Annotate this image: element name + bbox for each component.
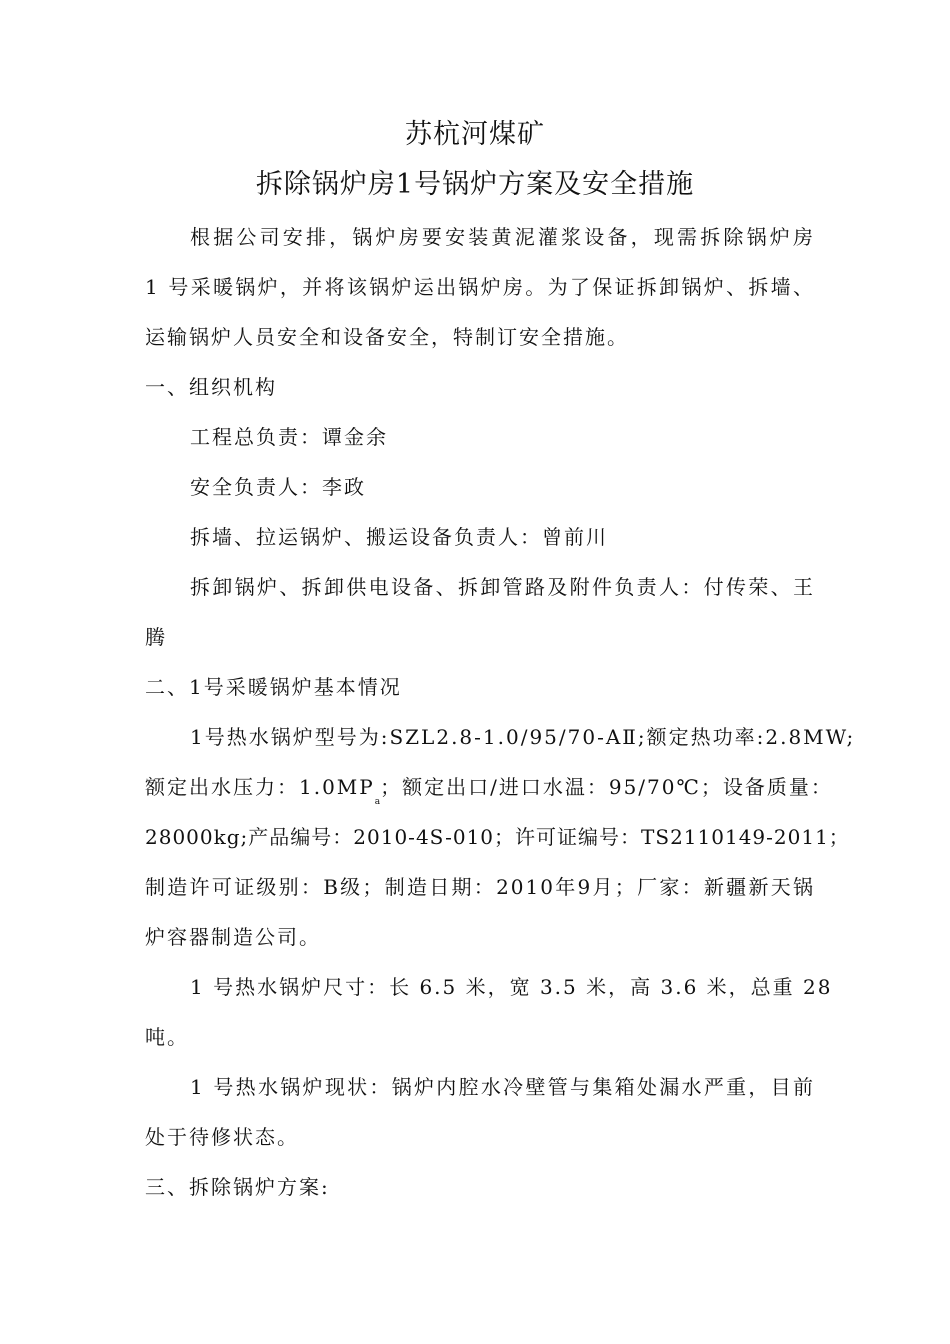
intro-line-2: 1 号采暖锅炉，并将该锅炉运出锅炉房。为了保证拆卸锅炉、拆墙、 xyxy=(145,275,815,299)
section1-heading: 一、组织机构 xyxy=(145,375,277,399)
section1-item-general-manager: 工程总负责：谭金余 xyxy=(190,425,388,449)
section1-item-dismantle-manager: 拆卸锅炉、拆卸供电设备、拆卸管路及附件负责人：付传荣、王 xyxy=(190,575,815,599)
status-line-1: 1 号热水锅炉现状：锅炉内腔水冷壁管与集箱处漏水严重，目前 xyxy=(190,1075,815,1099)
spec-line-1: 1号热水锅炉型号为:SZL2.8-1.0/95/70-AⅡ;额定热功率:2.8MW; xyxy=(190,725,856,749)
spec-line-2-unit-subscript: a xyxy=(374,797,381,807)
document-title-main: 拆除锅炉房1号锅炉方案及安全措施 xyxy=(255,169,695,200)
intro-line-3: 运输锅炉人员安全和设备安全，特制订安全措施。 xyxy=(145,325,629,349)
spec-line-3: 28000kg;产品编号：2010-4S-010；许可证编号：TS2110149-2011； xyxy=(145,825,850,849)
spec-line-2-rest: ；额定出口/进口水温：95/70℃；设备质量： xyxy=(380,775,833,799)
intro-line-1: 根据公司安排，锅炉房要安装黄泥灌浆设备，现需拆除锅炉房 xyxy=(190,225,815,249)
spec-line-5: 炉容器制造公司。 xyxy=(145,925,321,949)
spec-line-2 xyxy=(145,772,833,807)
section1-item-transport-manager: 拆墙、拉运锅炉、搬运设备负责人：曾前川 xyxy=(190,525,608,549)
status-line-2: 处于待修状态。 xyxy=(145,1125,299,1149)
section1-item-dismantle-manager-cont: 腾 xyxy=(145,625,167,649)
size-line-2: 吨。 xyxy=(145,1025,189,1049)
section2-heading: 二、1号采暖锅炉基本情况 xyxy=(145,675,402,699)
spec-line-4: 制造许可证级别：B级；制造日期：2010年9月；厂家：新疆新天锅 xyxy=(145,875,815,899)
section1-item-safety-manager: 安全负责人：李政 xyxy=(190,475,366,499)
spec-line-2-pressure: 额定出水压力：1.0MP xyxy=(145,775,375,799)
size-line-1: 1 号热水锅炉尺寸：长 6.5 米，宽 3.5 米，高 3.6 米，总重 28 xyxy=(190,975,833,999)
section3-heading: 三、拆除锅炉方案: xyxy=(145,1175,330,1199)
document-title-company: 苏杭河煤矿 xyxy=(405,119,545,150)
